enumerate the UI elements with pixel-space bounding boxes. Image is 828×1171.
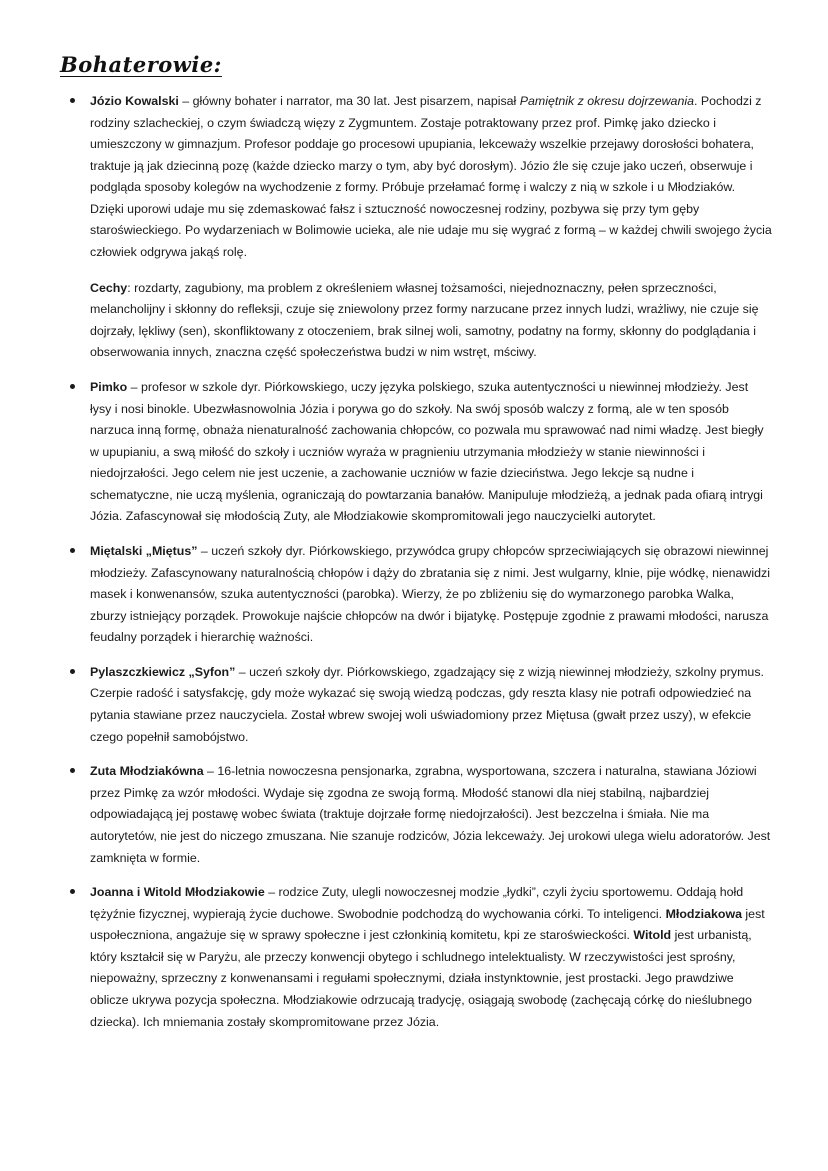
list-item <box>48 377 772 528</box>
paragraph <box>90 91 772 264</box>
character-name: Witold <box>633 928 672 943</box>
character-name: Młodziakowa <box>665 906 742 921</box>
list-item <box>48 761 772 869</box>
text-run: jest urbanistą, który kształcił się w Paryżu, ale przeczy konwencji obytego i schludnego intelektualisty. W rzeczywistości jest sprośny, niepoważny, sprzeczny z konwenansami i regułami społecznymi, działa instynktownie, jest prostacki. Jego prawdziwe oblicze ukrywa pozycja społeczna. Młodziakowie odrzucają tradycję, osiągają swobodę (zachęcają córkę do nieślubnego dziecka). Ich mniemania zostały skompromitowane przez Józia. <box>90 928 752 1029</box>
paragraph <box>90 882 772 1033</box>
text-run: . Pochodzi z rodziny szlacheckiej, o czym świadczą więzy z Zygmuntem. Zostaje potraktowany przez prof. Pimkę jako dziecko i umieszczony w gimnazjum. Profesor poddaje go procesowi upupiania, lekceważy wszelkie przejawy dorosłości bohatera, traktuje ją jak dziecinną pozę (każde dziecko marzy o tym, aby być dorosłym). Józio źle się czuje jako uczeń, obserwuje i podgląda sposoby kolegów na wychodzenie z formy. Próbuje przełamać formę i walczy z nią w szkole i u Młodziaków. Dzięki uporowi udaje mu się zdemaskować fałsz i sztuczność nowoczesnej rodziny, pozbywa się przy tym gęby staroświeckiego. Po wydarzeniach w Bolimowie ucieka, ale nie udaje mu się wygrać z formą – w każdej chwili swojego życia człowiek odgrywa jakąś rolę. <box>90 94 772 260</box>
list-item <box>48 662 772 748</box>
paragraph <box>90 662 772 748</box>
list-item <box>48 91 772 364</box>
character-name: Joanna i Witold Młodziakowie <box>90 885 265 900</box>
character-name: Cechy <box>90 280 128 295</box>
character-name: Józio Kowalski <box>90 94 179 108</box>
character-name: Pylaszczkiewicz „Syfon” <box>90 664 236 679</box>
character-list <box>48 91 772 1033</box>
text-run: – główny bohater i narrator, ma 30 lat. Jest pisarzem, napisał <box>178 94 520 108</box>
character-name: Pimko <box>90 379 128 394</box>
character-name: Miętalski „Miętus” <box>90 543 198 558</box>
work-title: Pamiętnik z okresu dojrzewania <box>519 94 694 108</box>
text-run: – 16-letnia nowoczesna pensjonarka, zgrabna, wysportowana, szczera i naturalna, stawiana Józiowi przez Pimkę za wzór młodości. Wydaje się zgodna ze swoją formą. Młodość stanowi dla niej stabilną, najbardziej odpowiadającą jej postawę wobec świata (traktuje dojrzałe formę niedojrzałości). Jest bezczelna i śmiała. Nie ma autorytetów, nie jest do niczego zmuszana. Nie szanuje rodziców, Józia lekceważy. Jej urokowi ulega wielu adoratorów. Jest zamknięta w formie. <box>90 764 771 865</box>
text-run: – rodzice Zuty, ulegli nowoczesnej modzie „łydki”, czyli życiu sportowemu. Oddają hołd tężyźnie fizycznej, wypierają życie duchowe. Swobodnie podchodzą do wychowania córki. To inteligenci. <box>90 885 744 921</box>
list-item <box>48 882 772 1033</box>
text-run: jest uspołeczniona, angażuje się w sprawy społeczne i jest członkinią komitetu, kpi ze staroświeckości. <box>90 906 765 943</box>
paragraph <box>90 377 772 528</box>
paragraph <box>90 278 772 364</box>
paragraph <box>90 541 772 649</box>
paragraph <box>90 761 772 869</box>
list-item <box>48 541 772 649</box>
text-run: – uczeń szkoły dyr. Piórkowskiego, zgadzający się z wizją niewinnej młodzieży, szkolny prymus. Czerpie radość i satysfakcję, gdy może wykazać się swoją wiedzą podczas, gdy reszta klasy nie potrafi odpowiedzieć na pytania stawiane przez nauczyciela. Został wbrew swojej woli uświadomiony przez Miętusa (gwałt przez uszy), w efekcie czego popełnił samobójstwo. <box>90 664 764 744</box>
character-name: Zuta Młodziakówna <box>90 764 204 779</box>
text-run: – profesor w szkole dyr. Piórkowskiego, uczy języka polskiego, szuka autentyczności u niewinnej młodzieży. Jest łysy i nosi binokle. Ubezwłasnowolnia Józia i porywa go do szkoły. Na swój sposób walczy z formą, ale w ten sposób narzuca inną formę, obnaża nienaturalność zachowania chłopców, co pozwala mu sprawować nad nimi władzę. Jest biegły w upupianiu, a swą miłość do szkoły i uczniów wyraża w pragnieniu utrzymania młodzieży w stanie niewinności i niedojrzałości. Jego celem nie jest uczenie, a zachowanie uczniów w fazie dzieciństwa. Jego lekcje są nudne i schematyczne, nie uczą myślenia, ograniczają do powtarzania banałów. Manipuluje młodzieżą, a jednak pada ofiarą intrygi Józia. Zafascynował się młodością Zuty, ale Młodziakowie skompromitowali jego nauczycielki autorytet. <box>90 379 764 524</box>
page-title: Bohaterowie: <box>60 52 222 77</box>
text-run: – uczeń szkoły dyr. Piórkowskiego, przywódca grupy chłopców sprzeciwiających się obrazowi niewinnej młodzieży. Zafascynowany naturalnością chłopów i dąży do zbratania się z nimi. Jest wulgarny, klnie, pije wódkę, nienawidzi masek i konwenansów, szuka autentyczności (parobka). Wierzy, że po zbliżeniu się do wymarzonego parobka Walka, zburzy istniejący porządek. Prowokuje najście chłopców na dwór i bijatykę. Postępuje zgodnie z prawami młodości, narusza feudalny porządek i hierarchię ważności. <box>90 543 770 645</box>
text-run: : rozdarty, zagubiony, ma problem z określeniem własnej tożsamości, niejednoznaczny, pełen sprzeczności, melancholijny i skłonny do refleksji, czuje się zniewolony przez formy narzucane przez innych ludzi, wrażliwy, nie czuje się dojrzały, lękliwy (sen), skonfliktowany z otoczeniem, brak silnej woli, samotny, podatny na formy, skłonny do podglądania i obserwowania innych, znaczna część społeczeństwa budzi w nim wstręt, mściwy. <box>90 280 759 360</box>
